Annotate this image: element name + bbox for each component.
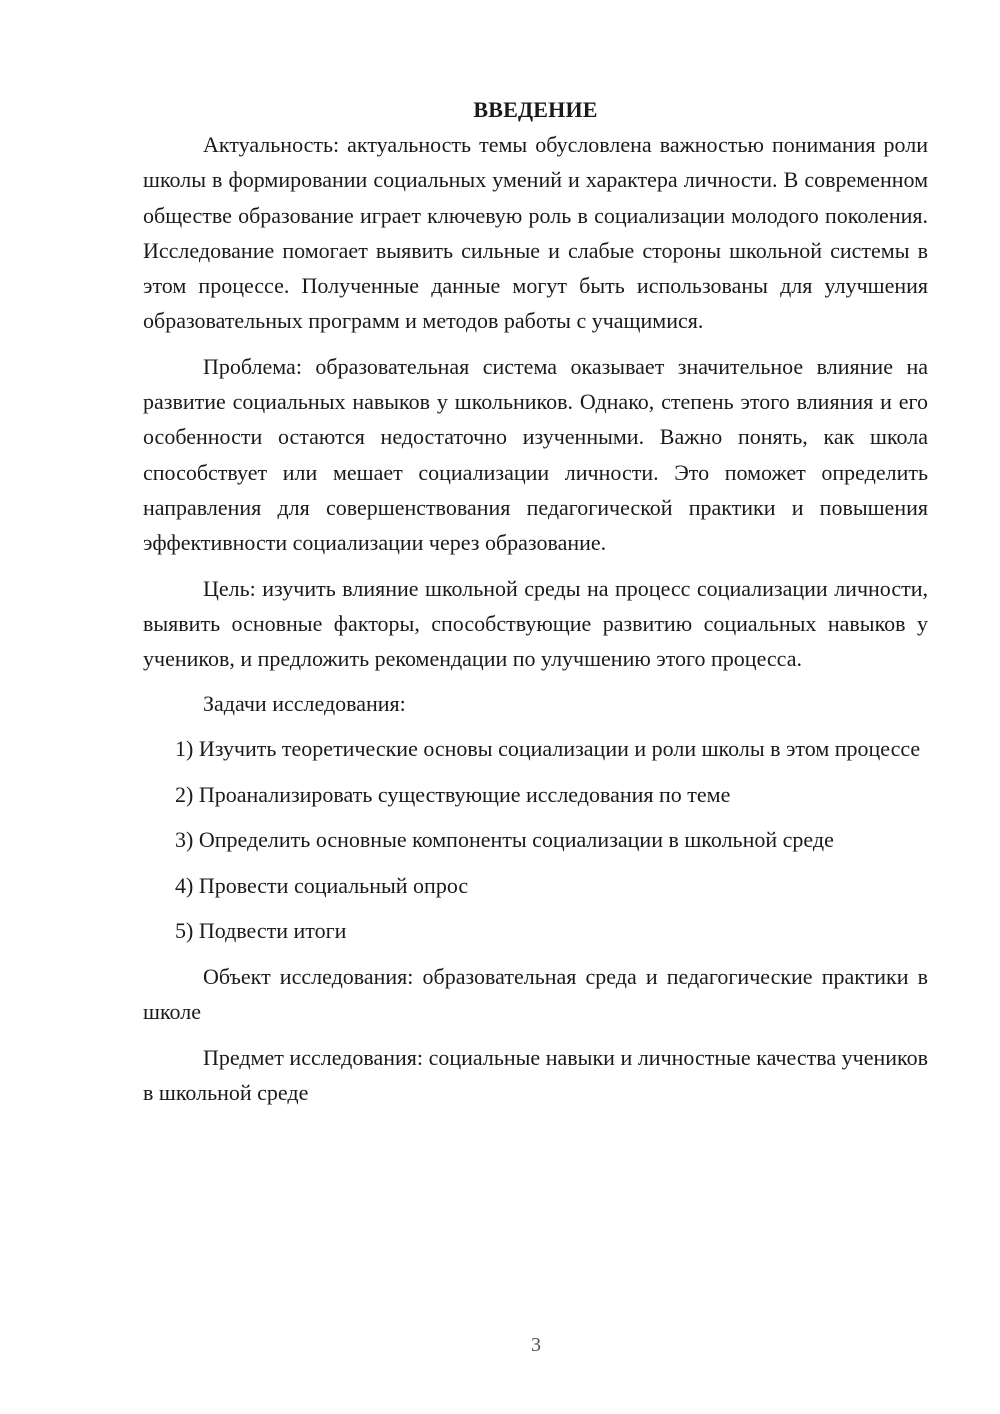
task-item-3: 3) Определить основные компоненты социализации в школьной среде bbox=[175, 827, 834, 853]
task-item-5: 5) Подвести итоги bbox=[175, 918, 347, 944]
paragraph-problem: Проблема: образовательная система оказывает значительное влияние на развитие социальных навыков у школьников. Однако, степень этого влияния и его особенности остаются недостаточно изученными. Важно понять, как школа способствует или мешает социализации личности. Это поможет определить направления для совершенствования педагогической практики и повышения эффективности социализации через образование. bbox=[143, 353, 928, 556]
paragraph-object: Объект исследования: образовательная среда и педагогические практики в школе bbox=[143, 963, 928, 1025]
page-number: 3 bbox=[531, 1334, 541, 1356]
page-content bbox=[143, 92, 928, 1120]
tasks-heading: Задачи исследования: bbox=[203, 691, 406, 717]
paragraph-goal: Цель: изучить влияние школьной среды на процесс социализации личности, выявить основные факторы, способствующие развитию социальных навыков у учеников, и предложить рекомендации по улучшению этого процесса. bbox=[143, 575, 928, 672]
page-title: ВВЕДЕНИЕ bbox=[473, 97, 598, 122]
task-item-1: 1) Изучить теоретические основы социализации и роли школы в этом процессе bbox=[175, 736, 921, 762]
paragraph-subject: Предмет исследования: социальные навыки и личностные качества учеников в школьной среде bbox=[143, 1044, 928, 1105]
task-item-2: 2) Проанализировать существующие исследования по теме bbox=[175, 781, 731, 807]
task-item-4: 4) Провести социальный опрос bbox=[175, 872, 469, 898]
paragraph-relevance: Актуальность: актуальность темы обусловлена важностью понимания роли школы в формировании социальных умений и характера личности. В современном обществе образование играет ключевую роль в социализации молодого поколения. Исследование помогает выявить сильные и слабые стороны школьной системы в этом процессе. Полученные данные могут быть использованы для улучшения образовательных программ и методов работы с учащимися. bbox=[143, 132, 928, 334]
